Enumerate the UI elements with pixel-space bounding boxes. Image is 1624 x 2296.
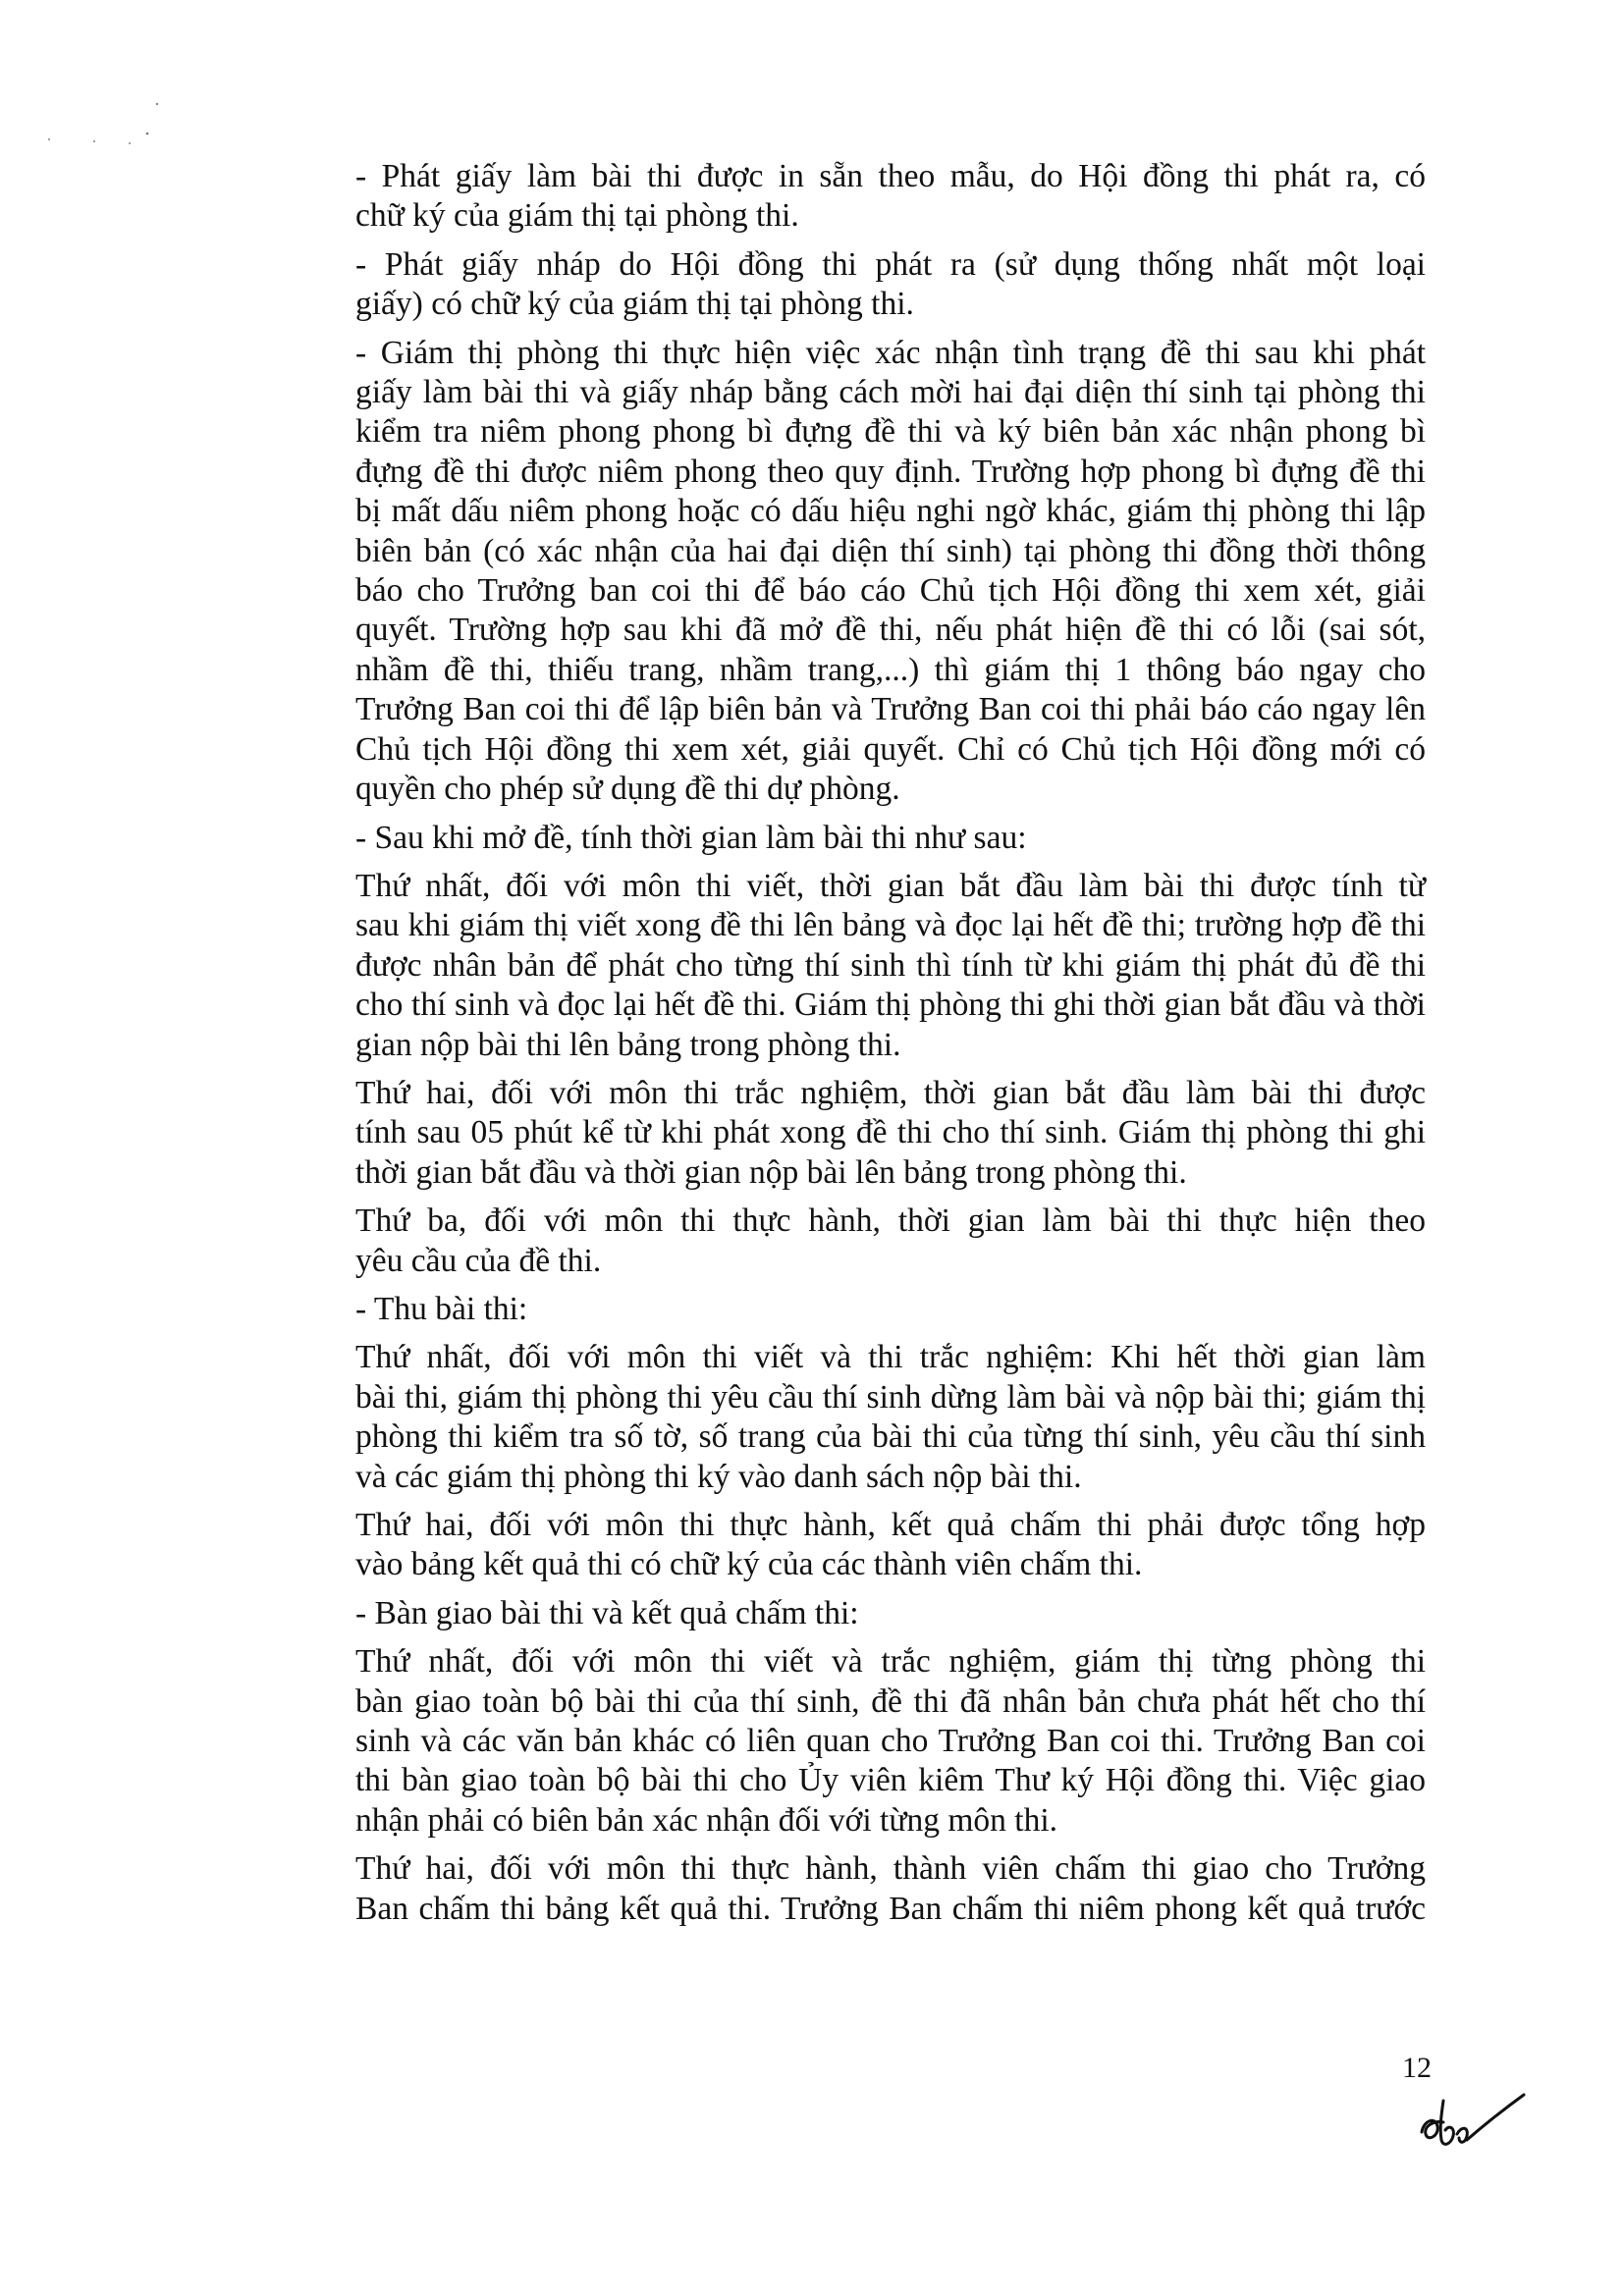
text-line: được nhân bản để phát cho từng thí sinh thì tính từ khi giám thị phát đủ đề thi — [355, 946, 1426, 984]
text-line: nhầm đề thi, thiếu trang, nhầm trang,...) thì giám thị 1 thông báo ngay cho — [355, 651, 1426, 688]
paragraph — [355, 1074, 1426, 1193]
text-line: - Phát giấy làm bài thi được in sẵn theo mẫu, do Hội đồng thi phát ra, có — [355, 158, 1426, 194]
paragraph — [355, 1506, 1426, 1585]
text-line: và các giám thị phòng thi ký vào danh sách nộp bài thi. — [355, 1458, 1082, 1495]
paragraph — [355, 1338, 1426, 1497]
text-line: Thứ nhất, đối với môn thi viết và trắc nghiệm, giám thị từng phòng thi — [355, 1643, 1426, 1681]
text-line: Thứ nhất, đối với môn thi viết và thi trắc nghiệm: Khi hết thời gian làm — [355, 1339, 1426, 1376]
paragraph — [355, 1642, 1426, 1841]
paragraph — [355, 1849, 1426, 1929]
text-line: chữ ký của giám thị tại phòng thi. — [355, 197, 799, 235]
text-line: phòng thi kiểm tra số tờ, số trang của bài thi của từng thí sinh, yêu cầu thí sinh — [355, 1418, 1426, 1456]
text-line: Thứ hai, đối với môn thi thực hành, thành viên chấm thi giao cho Trưởng — [355, 1850, 1426, 1888]
text-line: thời gian bắt đầu và thời gian nộp bài lên bảng trong phòng thi. — [355, 1153, 1187, 1191]
text-line: bị mất dấu niêm phong hoặc có dấu hiệu nghi ngờ khác, giám thị phòng thi lập — [355, 493, 1426, 530]
text-line: sau khi giám thị viết xong đề thi lên bảng và đọc lại hết đề thi; trường hợp đề thi — [355, 907, 1426, 944]
text-line: Trưởng Ban coi thi để lập biên bản và Trưởng Ban coi thi phải báo cáo ngay lên — [355, 691, 1426, 728]
text-line: đựng đề thi được niêm phong theo quy định. Trường hợp phong bì đựng đề thi — [355, 453, 1426, 490]
paragraph — [355, 1594, 1426, 1633]
text-line: Thứ hai, đối với môn thi thực hành, kết quả chấm thi phải được tổng hợp — [355, 1507, 1426, 1543]
text-line: Ban chấm thi bảng kết quả thi. Trưởng Ban chấm thi niêm phong kết quả trước — [355, 1890, 1426, 1927]
text-line: báo cho Trưởng ban coi thi để báo cáo Chủ tịch Hội đồng thi xem xét, giải — [355, 572, 1426, 610]
paragraph — [355, 245, 1426, 325]
text-line: - Sau khi mở đề, tính thời gian làm bài thi như sau: — [355, 819, 1027, 856]
text-line: vào bảng kết quả thi có chữ ký của các thành viên chấm thi. — [355, 1546, 1143, 1583]
paragraph — [355, 1201, 1426, 1281]
text-line: cho thí sinh và đọc lại hết đề thi. Giám thị phòng thi ghi thời gian bắt đầu và thời — [355, 987, 1426, 1024]
text-line: - Thu bài thi: — [355, 1290, 528, 1327]
text-line: giấy làm bài thi và giấy nháp bằng cách mời hai đại diện thí sinh tại phòng thi — [355, 374, 1426, 411]
handwritten-initials-icon — [1414, 2091, 1532, 2160]
text-line: tính sau 05 phút kể từ khi phát xong đề thi cho thí sinh. Giám thị phòng thi ghi — [355, 1114, 1426, 1151]
paragraph — [355, 157, 1426, 237]
paragraph — [355, 867, 1426, 1065]
text-line: quyết. Trường hợp sau khi đã mở đề thi, nếu phát hiện đề thi có lỗi (sai sót, — [355, 612, 1426, 649]
text-line: quyền cho phép sử dụng đề thi dự phòng. — [355, 771, 900, 808]
text-line: - Bàn giao bài thi và kết quả chấm thi: — [355, 1594, 859, 1631]
text-line: - Giám thị phòng thi thực hiện việc xác nhận tình trạng đề thi sau khi phát — [355, 334, 1426, 371]
text-line: Thứ hai, đối với môn thi trắc nghiệm, thời gian bắt đầu làm bài thi được — [355, 1074, 1426, 1111]
document-body — [355, 157, 1426, 1938]
text-line: bàn giao toàn bộ bài thi của thí sinh, đề thi đã nhân bản chưa phát hết cho thí — [355, 1682, 1426, 1720]
text-line: bài thi, giám thị phòng thi yêu cầu thí sinh dừng làm bài và nộp bài thi; giám thị — [355, 1378, 1426, 1415]
text-line: nhận phải có biên bản xác nhận đối với từng môn thi. — [355, 1801, 1058, 1839]
paragraph — [355, 819, 1426, 858]
scan-specks — [39, 98, 177, 157]
text-line: biên bản (có xác nhận của hai đại diện thí sinh) tại phòng thi đồng thời thông — [355, 532, 1426, 569]
paragraph — [355, 1290, 1426, 1329]
text-line: yêu cầu của đề thi. — [355, 1242, 602, 1279]
text-line: gian nộp bài thi lên bảng trong phòng thi. — [355, 1026, 901, 1063]
text-line: giấy) có chữ ký của giám thị tại phòng thi. — [355, 286, 914, 323]
text-line: - Phát giấy nháp do Hội đồng thi phát ra (sử dụng thống nhất một loại — [355, 245, 1426, 283]
text-line: sinh và các văn bản khác có liên quan cho Trưởng Ban coi thi. Trưởng Ban coi — [355, 1723, 1426, 1760]
text-line: thi bàn giao toàn bộ bài thi cho Ủy viên kiêm Thư ký Hội đồng thi. Việc giao — [355, 1762, 1426, 1799]
page-number: 12 — [1402, 2052, 1432, 2084]
paragraph — [355, 334, 1426, 810]
text-line: kiểm tra niêm phong phong bì đựng đề thi và ký biên bản xác nhận phong bì — [355, 413, 1426, 451]
text-line: Chủ tịch Hội đồng thi xem xét, giải quyết. Chỉ có Chủ tịch Hội đồng mới có — [355, 730, 1426, 768]
text-line: Thứ nhất, đối với môn thi viết, thời gian bắt đầu làm bài thi được tính từ — [355, 867, 1426, 904]
text-line: Thứ ba, đối với môn thi thực hành, thời gian làm bài thi thực hiện theo — [355, 1202, 1426, 1240]
